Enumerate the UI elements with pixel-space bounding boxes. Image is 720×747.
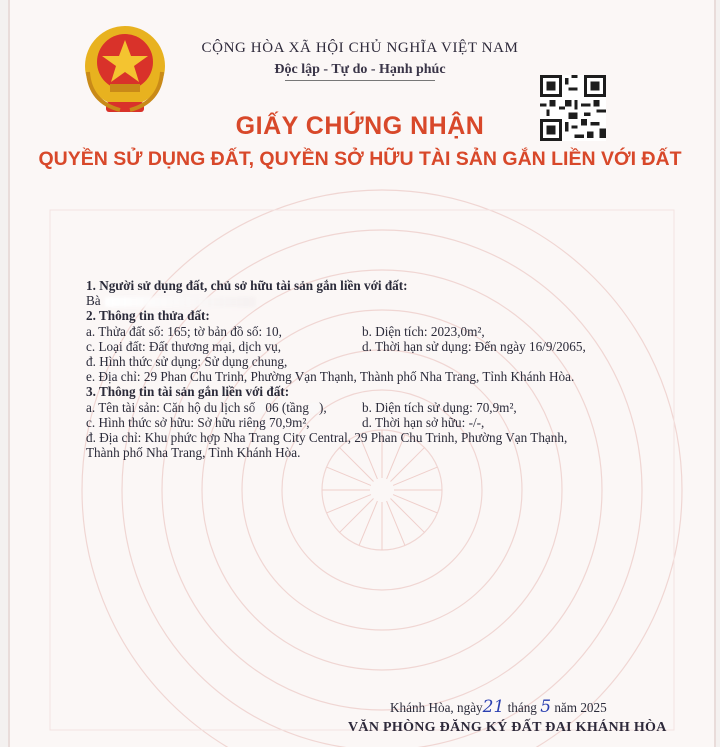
asset-usable-area: b. Diện tích sử dụng: 70,9m²,: [362, 399, 517, 415]
date-place-prefix: Khánh Hòa, ngày: [390, 700, 483, 715]
certificate-title: GIẤY CHỨNG NHẬN: [235, 112, 485, 140]
national-emblem-icon: [80, 22, 170, 120]
issue-date: [390, 697, 607, 717]
land-use-period: d. Thời hạn sử dụng: Đến ngày 16/9/2065,: [362, 338, 586, 354]
section3-heading: 3. Thông tin tài sản gắn liền với đất:: [86, 384, 290, 400]
redacted-unit: [255, 403, 265, 413]
national-title: CỘNG HÒA XÃ HỘI CHỦ NGHĨA VIỆT NAM: [201, 40, 519, 56]
date-year: năm 2025: [554, 700, 607, 715]
asset-address-line2: Thành phố Nha Trang, Tỉnh Khánh Hòa.: [86, 445, 301, 461]
redacted-owner-name: [105, 297, 255, 307]
redacted-floor: [309, 403, 319, 413]
handwritten-day: 21: [482, 697, 505, 717]
owner-prefix: Bà: [86, 293, 101, 309]
drum-ray: [359, 501, 377, 545]
parcel-area: b. Diện tích: 2023,0m²,: [362, 323, 485, 339]
motto-underline: [285, 80, 435, 81]
drum-ray: [390, 498, 424, 532]
asset-name-prefix: a. Tên tài sản: Căn hộ du lịch số: [86, 399, 256, 415]
date-month-label: tháng: [507, 700, 537, 715]
ownership-period: d. Thời hạn sở hữu: -/-,: [362, 414, 485, 430]
drum-ray: [340, 498, 374, 532]
motto-text: Độc lập - Tự do - Hạnh phúc: [274, 62, 446, 77]
land-type: c. Loại đất: Đất thương mại, dịch vụ,: [86, 338, 282, 354]
owner-line: [86, 293, 686, 308]
drum-ray: [393, 467, 437, 485]
asset-name-suffix: ),: [318, 399, 327, 415]
handwritten-month: 5: [540, 697, 552, 717]
ownership-form: c. Hình thức sở hữu: Sở hữu riêng 70,9m²,: [86, 414, 310, 430]
section2-heading: 2. Thông tin thửa đất:: [86, 308, 210, 324]
national-motto: [185, 62, 535, 81]
asset-name: [86, 400, 327, 415]
certificate-body: [86, 278, 686, 460]
asset-address-line1: đ. Địa chỉ: Khu phức hợp Nha Trang City Central, 29 Phan Chu Trinh, Phường Vạn Thạnh,: [86, 429, 568, 445]
section1-heading: 1. Người sử dụng đất, chủ sở hữu tài sản gắn liền với đất:: [86, 278, 408, 293]
drum-ray: [387, 501, 405, 545]
parcel-number: a. Thửa đất số: 165; tờ bản đồ số: 10,: [86, 323, 282, 339]
land-use-form: đ. Hình thức sử dụng: Sử dụng chung,: [86, 353, 288, 369]
drum-ray: [327, 495, 371, 513]
asset-name-unit: 06 (tầng: [265, 399, 309, 415]
drum-ray: [327, 467, 371, 485]
issuing-office: VĂN PHÒNG ĐĂNG KÝ ĐẤT ĐAI KHÁNH HÒA: [348, 720, 667, 735]
drum-ray: [393, 495, 437, 513]
certificate-subtitle: QUYỀN SỬ DỤNG ĐẤT, QUYỀN SỞ HỮU TÀI SẢN GẮN LIỀN VỚI ĐẤT: [38, 148, 682, 170]
parcel-address: e. Địa chỉ: 29 Phan Chu Trinh, Phường Vạn Thạnh, Thành phố Nha Trang, Tỉnh Khánh Hòa.: [86, 369, 575, 385]
